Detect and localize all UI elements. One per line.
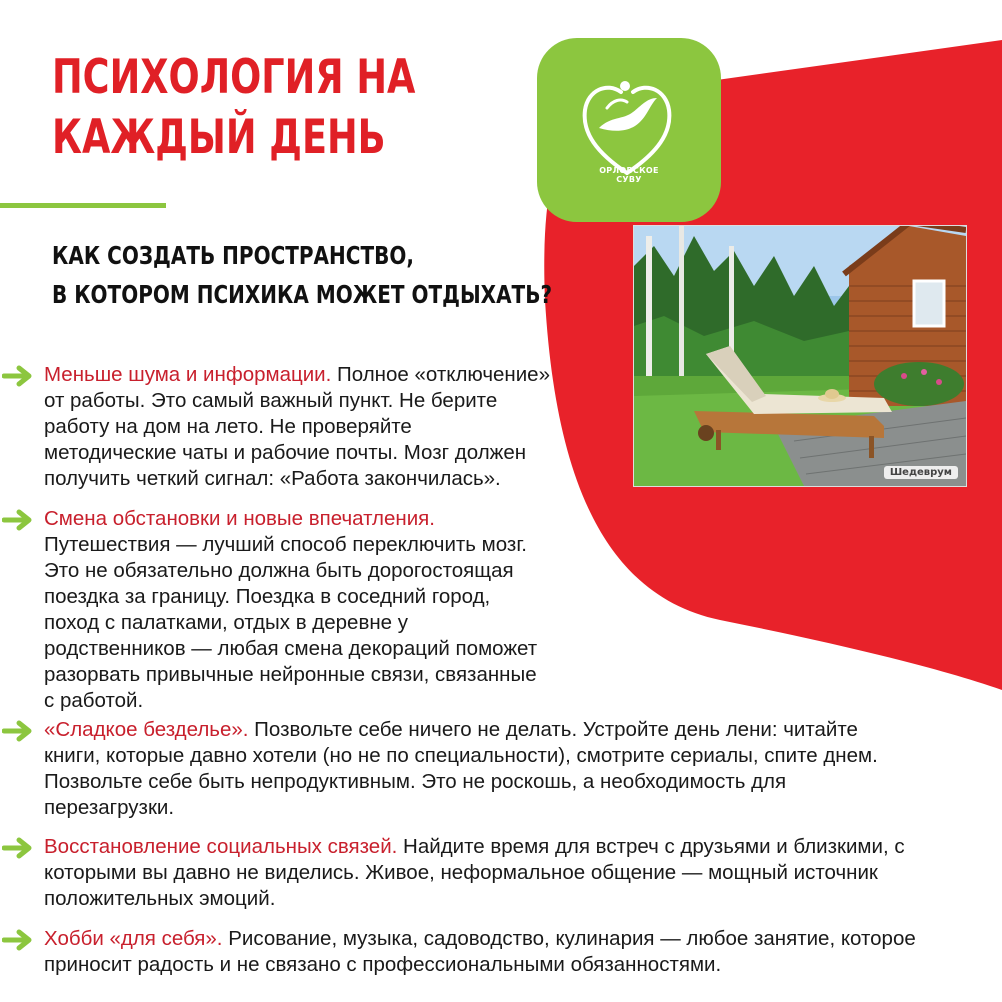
list-item-line: поход с палатками, отдых в деревне у	[44, 611, 409, 634]
list-item-line: книги, которые давно хотели (но не по специальности), смотрите сериалы, спите днем.	[44, 744, 878, 767]
arrow-right-icon	[2, 929, 34, 951]
list-item-line: Рисование, музыка, садоводство, кулинария — любое занятие, которое	[222, 927, 916, 950]
page-subtitle-line: КАК СОЗДАТЬ ПРОСТРАНСТВО,	[52, 241, 414, 270]
list-item-line: Позвольте себе ничего не делать. Устройте день лени: читайте	[248, 718, 858, 741]
list-item-line: Это не обязательно должна быть дорогостоящая	[44, 559, 514, 582]
list-item-lead: «Сладкое безделье».	[44, 718, 249, 741]
list-item-line: приносит радость и не связано с профессиональными обязанностями.	[44, 953, 722, 976]
list-item-line: Позвольте себе быть непродуктивным. Это не роскошь, а необходимость для	[44, 770, 787, 793]
list-item-line: положительных эмоций.	[44, 887, 276, 910]
list-item-lead: Хобби «для себя».	[44, 927, 223, 950]
logo-text	[537, 166, 721, 184]
list-item-line: перезагрузки.	[44, 796, 175, 819]
logo-text-line: СУВУ	[616, 175, 642, 184]
page-subtitle-line: В КОТОРОМ ПСИХИКА МОЖЕТ ОТДЫХАТЬ?	[52, 280, 553, 309]
logo-badge	[537, 38, 721, 222]
photo-illustration	[634, 226, 966, 486]
list-item-line: Найдите время для встреч с друзьями и близкими, с	[397, 835, 905, 858]
sun-lounger-photo	[633, 225, 967, 487]
list-item-line: методические чаты и рабочие почты. Мозг должен	[44, 441, 527, 464]
list-item-lead: Смена обстановки и новые впечатления.	[44, 507, 435, 530]
arrow-right-icon	[2, 837, 34, 859]
page-subtitle	[52, 236, 552, 314]
list-item-line: которыми вы давно не виделись. Живое, неформальное общение — мощный источник	[44, 861, 878, 884]
list-item-line: работу на дом на лето. Не проверяйте	[44, 415, 412, 438]
list-item-lead: Меньше шума и информации.	[44, 363, 332, 386]
list-item-line: поездка за границу. Поездка в соседний город,	[44, 585, 491, 608]
page-title	[52, 48, 415, 168]
list-item-line: разорвать привычные нейронные связи, связанные	[44, 663, 537, 686]
list-item-line: родственников — любая смена декораций поможет	[44, 637, 538, 660]
photo-watermark: Шедеврум	[884, 466, 958, 479]
list-item-text	[44, 506, 537, 714]
arrow-right-icon	[2, 509, 34, 531]
list-item-text	[44, 717, 878, 821]
list-item-line: от работы. Это самый важный пункт. Не берите	[44, 389, 498, 412]
list-item-lead: Восстановление социальных связей.	[44, 835, 398, 858]
page-title-line: КАЖДЫЙ ДЕНЬ	[52, 110, 386, 165]
list-item-line: получить четкий сигнал: «Работа закончилась».	[44, 467, 501, 490]
list-item-line: Путешествия — лучший способ переключить мозг.	[44, 533, 527, 556]
list-item-text	[44, 834, 905, 912]
list-item-text	[44, 926, 916, 978]
list-item-line: с работой.	[44, 689, 144, 712]
list-item-text	[44, 362, 550, 492]
title-underline	[0, 203, 166, 208]
logo-text-line: ОРЛОВСКОЕ	[599, 166, 659, 175]
page-title-line: ПСИХОЛОГИЯ НА	[52, 50, 416, 105]
arrow-right-icon	[2, 365, 34, 387]
arrow-right-icon	[2, 720, 34, 742]
list-item-line: Полное «отключение»	[331, 363, 550, 386]
